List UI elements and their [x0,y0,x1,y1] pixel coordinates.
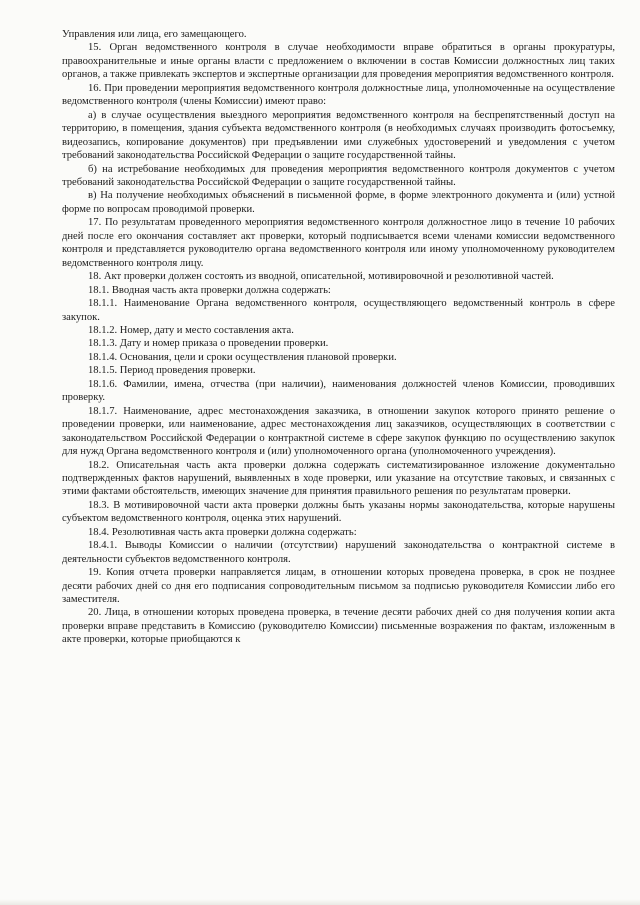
paragraph: 18.3. В мотивировочной части акта проверки должны быть указаны нормы законодательства, которые нарушены субъектом ведомственного контроля, оценка этих нарушений. [62,499,615,525]
paragraph: 20. Лица, в отношении которых проведена проверка, в течение десяти рабочих дней со дня получения копии акта проверки вправе представить в Комиссию (руководителю Комиссии) письменные возражения по фактам, изложенным в акте проверки, которые приобщаются к [62,607,615,646]
paragraph: 18.1.2. Номер, дату и место составления акта. [88,324,294,336]
paragraph: 17. По результатам проведенного мероприятия ведомственного контроля должностное лицо в течение 10 рабочих дней после его окончания составляет акт проверки, который подписывается всеми членами комиссии ведомственного контроля и представляется руководителю органа ведомственного контроля или иному уполномоченному руководителем ведомственного контроля лицу. [62,217,615,269]
scan-bottom-edge [0,899,640,905]
paragraph: 18.2. Описательная часть акта проверки должна содержать систематизированное изложение документально подтвержденных фактов нарушений, выявленных в ходе проверки, или указание на отсутствие таковых, и связанных с этими фактами обстоятельств, имеющих значение для принятия правильного решения по результатам проверки. [62,459,615,498]
paragraph: 15. Орган ведомственного контроля в случае необходимости вправе обратиться в органы прокуратуры, правоохранительные и иные органы власти с предложением о включении в состав Комиссии должностных лиц таких органов, а также привлекать экспертов и экспертные организации для проведения мероприятия ведомственного контроля. [62,42,615,81]
paragraph: а) в случае осуществления выездного мероприятия ведомственного контроля на беспрепятственный доступ на территорию, в помещения, здания субъекта ведомственного контроля (в необходимых случаях производить фотосъемку, видеозапись, копирование документов) при предъявлении ими служебных удостоверений и уведомления с учетом требований законодательства Российской Федерации о защите государственной тайны. [62,109,615,162]
paragraph: в) На получение необходимых объяснений в письменной форме, в форме электронного документа и (или) устной форме по вопросам проводимой проверки. [62,190,615,215]
paragraph: 18.4.1. Выводы Комиссии о наличии (отсутствии) нарушений законодательства о контрактной системе в деятельности субъектов ведомственного контроля. [62,540,615,565]
paragraph: 18.1.7. Наименование, адрес местонахождения заказчика, в отношении закупок которого принято решение о проведении проверки, или наименование, адрес местонахождения лиц заказчиков, осуществляющих в соответствии с законодательством Российской Федерации о контрактной системе в сфере закупок функцию по осуществлению закупок для нужд Органа ведомственного контроля и (или) уполномоченного органа (уполномоченного учреждения). [62,405,615,458]
paragraph: 18.1.6. Фамилии, имена, отчества (при наличии), наименования должностей членов Комиссии, проводивших проверку. [62,378,615,404]
paragraph: 18.1.1. Наименование Органа ведомственного контроля, осуществляющего ведомственный контроль в сфере закупок. [62,298,615,323]
paragraph: 18.1.3. Дату и номер приказа о проведении проверки. [88,338,329,350]
paragraph: б) на истребование необходимых для проведения мероприятия ведомственного контроля документов с учетом требований законодательства Российской Федерации о защите государственной тайны. [62,163,615,188]
paragraph: 18.4. Резолютивная часть акта проверки должна содержать: [88,526,357,538]
paragraph: 18.1.5. Период проведения проверки. [88,365,256,377]
paragraph: 19. Копия отчета проверки направляется лицам, в отношении которых проведена проверка, в срок не позднее десяти рабочих дней со дня его подписания сопроводительным письмом за подписью руководителя Комиссии либо его заместителя. [62,567,615,606]
document-body [62,28,615,647]
paragraph: 18.1.4. Основания, цели и сроки осуществления плановой проверки. [88,351,397,363]
paragraph: 16. При проведении мероприятия ведомственного контроля должностные лица, уполномоченные на осуществление ведомственного контроля (члены Комиссии) имеют право: [62,82,615,108]
paragraph: Управления или лица, его замещающего. [62,29,247,40]
paragraph: 18. Акт проверки должен состоять из вводной, описательной, мотивировочной и резолютивной частей. [88,271,554,283]
paragraph: 18.1. Вводная часть акта проверки должна содержать: [88,284,331,296]
